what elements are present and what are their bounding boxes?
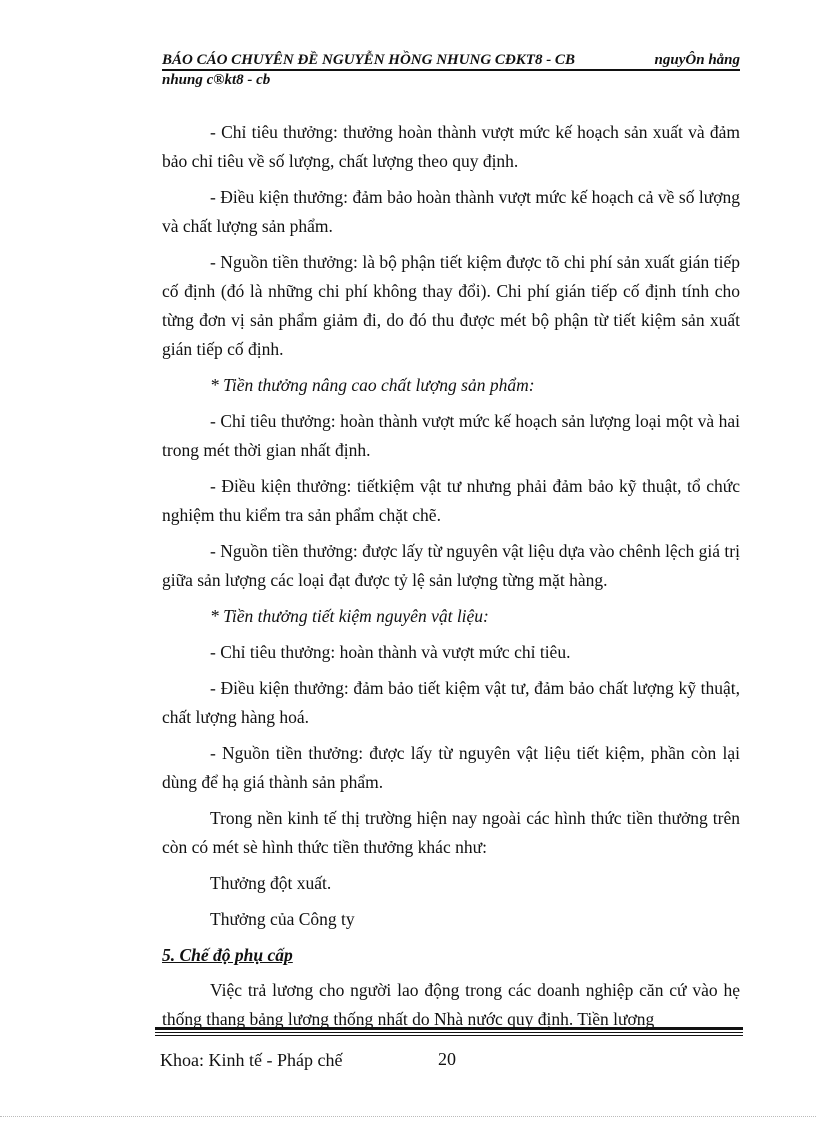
paragraph: Việc trả lương cho người lao động trong các doanh nghiệp căn cứ vào hẹ thống thang bảng lương thống nhất do Nhà nước quy định. Tiền lương <box>162 980 740 1029</box>
page-number: 20 <box>438 1049 456 1069</box>
subheading: * Tiền thưởng tiết kiệm nguyên vật liệu: <box>210 606 489 626</box>
subheading: * Tiền thưởng nâng cao chất lượng sản phẩm: <box>210 375 535 395</box>
paragraph: - Điều kiện thưởng: tiếtkiệm vật tư nhưng phải đảm bảo kỹ thuật, tổ chức nghiệm thu kiểm tra sản phẩm chặt chẽ. <box>162 476 740 525</box>
paragraph: - Nguồn tiền thưởng: được lấy từ nguyên vật liệu tiết kiệm, phần còn lại dùng để hạ giá thành sản phẩm. <box>162 743 740 792</box>
paragraph: - Chỉ tiêu thưởng: hoàn thành và vượt mức chỉ tiêu. <box>210 642 571 662</box>
paragraph: Trong nền kinh tế thị trường hiện nay ngoài các hình thức tiền thưởng trên còn có mét sè hình thức tiền thưởng khác như: <box>162 808 740 857</box>
paragraph: Thưởng đột xuất. <box>210 873 332 893</box>
header-author: nguyÔn hång <box>654 52 740 68</box>
paragraph: - Nguồn tiền thưởng: là bộ phận tiết kiệm được tõ chi phí sản xuất gián tiếp cố định (đó là những chi phí không thay đổi). Chi phí gián tiếp cố định tính cho từng đơn vị sản phẩm giảm đi, do đó thu được mét bộ phận từ tiết kiệm sản xuất gián tiếp cố định. <box>162 252 740 359</box>
paragraph: - Nguồn tiền thưởng: được lấy từ nguyên vật liệu dựa vào chênh lệch giá trị giữa sản lượng các loại đạt được tỷ lệ sản lượng từng mặt hàng. <box>162 541 740 590</box>
paragraph: - Điều kiện thưởng: đảm bảo tiết kiệm vật tư, đảm bảo chất lượng kỹ thuật, chất lượng hàng hoá. <box>162 678 740 727</box>
header-subline: nhung c®kt8 - cb <box>162 72 271 88</box>
page-edge <box>0 1116 816 1117</box>
page-header <box>162 52 740 69</box>
document-body <box>162 118 740 1041</box>
header-title: BÁO CÁO CHUYÊN ĐỀ NGUYỄN HỒNG NHUNG CĐKT8 - CB <box>162 52 575 68</box>
header-rule <box>162 69 740 71</box>
footer-rule <box>155 1027 743 1036</box>
footer-faculty: Khoa: Kinh tế - Pháp chế <box>160 1050 343 1070</box>
paragraph: - Chỉ tiêu thưởng: thưởng hoàn thành vượt mức kế hoạch sản xuất và đảm bảo chỉ tiêu về số lượng, chất lượng theo quy định. <box>162 122 740 171</box>
section-heading: 5. Chế độ phụ cấp <box>162 945 293 965</box>
paragraph: Thưởng của Công ty <box>210 909 355 929</box>
paragraph: - Điều kiện thưởng: đảm bảo hoàn thành vượt mức kế hoạch cả về số lượng và chất lượng sản phẩm. <box>162 187 740 236</box>
paragraph: - Chỉ tiêu thưởng: hoàn thành vượt mức kế hoạch sản lượng loại một và hai trong mét thời gian nhất định. <box>162 411 740 460</box>
